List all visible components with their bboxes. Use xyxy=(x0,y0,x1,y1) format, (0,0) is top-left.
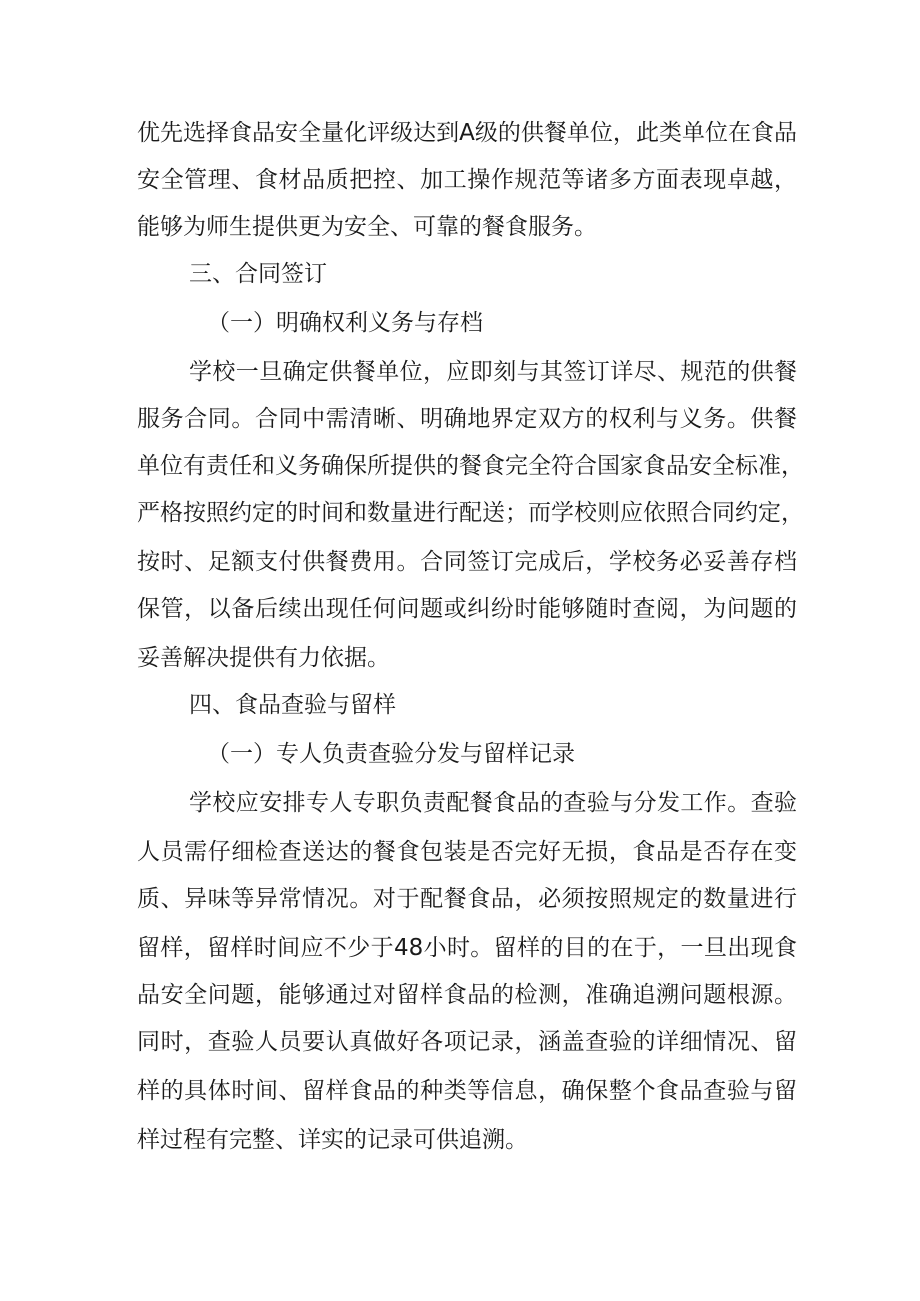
subsection-heading: （一）明确权利义务与存档 xyxy=(207,310,483,336)
subsection-heading: （一）专人负责查验分发与留样记录 xyxy=(207,741,575,767)
paragraph-line: 安全管理、食材品质把控、加工操作规范等诸多方面表现卓越， xyxy=(137,167,797,193)
paragraph-line: 留样，留样时间应不少于48小时。留样的目的在于，一旦出现食 xyxy=(137,935,797,961)
paragraph-line: 妥善解决提供有力依据。 xyxy=(137,645,390,671)
paragraph-line: 样过程有完整、详实的记录可供追溯。 xyxy=(137,1127,528,1153)
paragraph-line: 优先选择食品安全量化评级达到A级的供餐单位，此类单位在食品 xyxy=(137,120,797,146)
paragraph-line: 品安全问题，能够通过对留样食品的检测，准确追溯问题根源。 xyxy=(137,982,797,1008)
paragraph-line: 服务合同。合同中需清晰、明确地界定双方的权利与义务。供餐 xyxy=(137,406,797,432)
paragraph-line: 学校一旦确定供餐单位，应即刻与其签订详尽、规范的供餐 xyxy=(189,359,797,385)
section-heading: 三、合同签订 xyxy=(189,261,327,287)
section-heading: 四、食品查验与留样 xyxy=(189,692,396,718)
paragraph-line: 严格按照约定的时间和数量进行配送；而学校则应依照合同约定， xyxy=(137,500,804,526)
paragraph-line: 按时、足额支付供餐费用。合同签订完成后，学校务必妥善存档 xyxy=(137,549,797,575)
paragraph-line: 能够为师生提供更为安全、可靠的餐食服务。 xyxy=(137,214,597,240)
paragraph-line: 人员需仔细检查送达的餐食包装是否完好无损，食品是否存在变 xyxy=(137,839,797,865)
paragraph-line: 质、异味等异常情况。对于配餐食品，必须按照规定的数量进行 xyxy=(137,886,797,912)
paragraph-line: 保管，以备后续出现任何问题或纠纷时能够随时查阅，为问题的 xyxy=(137,596,797,622)
paragraph-line: 学校应安排专人专职负责配餐食品的查验与分发工作。查验 xyxy=(189,790,797,816)
paragraph-line: 样的具体时间、留样食品的种类等信息，确保整个食品查验与留 xyxy=(137,1078,797,1104)
paragraph-line: 单位有责任和义务确保所提供的餐食完全符合国家食品安全标准， xyxy=(137,453,804,479)
paragraph-line: 同时，查验人员要认真做好各项记录，涵盖查验的详细情况、留 xyxy=(137,1029,797,1055)
